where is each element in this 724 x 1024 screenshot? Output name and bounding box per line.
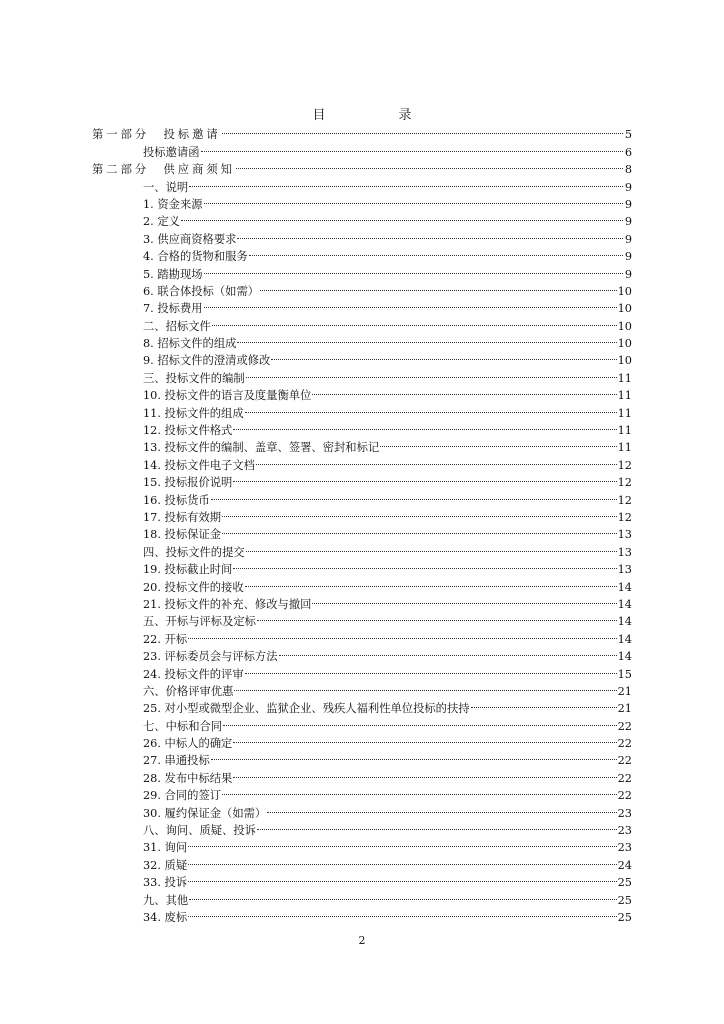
toc-entry-page: 10 — [617, 337, 632, 351]
toc-entry-label: 第一部分 投标邀请 — [92, 128, 221, 142]
toc-entry-page: 12 — [617, 476, 632, 490]
toc-entry-page: 6 — [624, 145, 632, 159]
toc-entry-label: 25. 对小型或微型企业、监狱企业、残疾人福利性单位投标的扶持 — [143, 702, 470, 716]
toc-entry-label: 投标邀请函 — [143, 145, 200, 159]
toc-entry-page: 12 — [617, 493, 632, 507]
dot-leader — [211, 486, 617, 503]
page-number: 2 — [358, 934, 366, 947]
toc-entry-label: 23. 评标委员会与评标方法 — [143, 650, 278, 664]
toc-entry-page: 10 — [617, 319, 632, 333]
toc-entry-page: 11 — [617, 406, 632, 420]
toc-entry-label: 三、投标文件的编制 — [143, 371, 245, 385]
toc-entry-label: 33. 投诉 — [143, 876, 188, 890]
dot-leader — [237, 225, 623, 242]
toc-entry-label: 5. 踏勘现场 — [143, 267, 203, 281]
toc-entry-page: 13 — [617, 528, 632, 542]
toc-entry-page: 14 — [617, 615, 632, 629]
toc-entry-label: 五、开标与评标及定标 — [143, 615, 256, 629]
toc-entry-page: 9 — [624, 215, 632, 229]
toc-entry-label: 29. 合同的签订 — [143, 789, 222, 803]
dot-leader — [260, 278, 617, 295]
toc-entry-page: 11 — [617, 424, 632, 438]
toc-entry-page: 25 — [617, 910, 632, 924]
dot-leader — [233, 764, 616, 781]
dot-leader — [312, 591, 616, 608]
dot-leader — [223, 712, 617, 729]
toc-entry-page: 9 — [624, 180, 632, 194]
toc-entry-label: 6. 联合体投标（如需） — [143, 284, 260, 298]
toc-entry-page: 11 — [617, 389, 632, 403]
dot-leader — [233, 417, 616, 434]
toc-entry-label: 七、中标和合同 — [143, 719, 223, 733]
dot-leader — [245, 660, 617, 677]
toc-entry-label: 18. 投标保证金 — [143, 528, 222, 542]
table-of-contents — [92, 121, 632, 924]
dot-leader — [188, 869, 616, 886]
dot-leader — [212, 312, 617, 329]
dot-leader — [188, 625, 616, 642]
toc-entry-label: 20. 投标文件的接收 — [143, 580, 244, 594]
toc-entry-page: 15 — [617, 667, 632, 681]
toc-entry-page: 9 — [624, 197, 632, 211]
dot-leader — [256, 451, 617, 468]
dot-leader — [234, 678, 616, 695]
toc-entry-label: 19. 投标截止时间 — [143, 563, 233, 577]
dot-leader — [237, 330, 616, 347]
toc-entry-page: 21 — [617, 684, 632, 698]
dot-leader — [246, 364, 617, 381]
dot-leader — [279, 643, 617, 660]
toc-entry-label: 32. 质疑 — [143, 858, 188, 872]
dot-leader — [188, 834, 616, 851]
dot-leader — [222, 782, 617, 799]
dot-leader — [312, 382, 616, 399]
toc-entry-page: 23 — [617, 824, 632, 838]
toc-entry-page: 22 — [617, 789, 632, 803]
toc-entry-label: 16. 投标货币 — [143, 493, 210, 507]
dot-leader — [204, 295, 617, 312]
toc-entry-page: 11 — [617, 371, 632, 385]
toc-entry-page: 11 — [617, 441, 632, 455]
dot-leader — [188, 851, 616, 868]
dot-leader — [222, 504, 617, 521]
toc-entry-label: 六、价格评审优惠 — [143, 684, 234, 698]
toc-entry-page: 22 — [617, 754, 632, 768]
toc-entry-page: 25 — [617, 893, 632, 907]
toc-entry-label: 21. 投标文件的补充、修改与撤回 — [143, 597, 312, 611]
toc-entry-page: 23 — [617, 806, 632, 820]
toc-entry-page: 13 — [617, 545, 632, 559]
toc-entry-label: 14. 投标文件电子文档 — [143, 458, 255, 472]
toc-entry-page: 14 — [617, 597, 632, 611]
toc-entry-label: 15. 投标报价说明 — [143, 476, 233, 490]
dot-leader — [271, 347, 616, 364]
toc-entry-page: 12 — [617, 458, 632, 472]
toc-entry-page: 22 — [617, 737, 632, 751]
toc-entry-label: 24. 投标文件的评审 — [143, 667, 244, 681]
toc-entry-label: 10. 投标文件的语言及度量衡单位 — [143, 389, 312, 403]
toc-entry-label: 1. 资金来源 — [143, 197, 203, 211]
dot-leader — [222, 121, 623, 138]
toc-entry-page: 5 — [624, 128, 632, 142]
toc-entry-page: 24 — [617, 858, 632, 872]
toc-entry-page: 10 — [617, 354, 632, 368]
toc-entry-label: 八、询问、质疑、投诉 — [143, 824, 256, 838]
toc-entry-label: 31. 询问 — [143, 841, 188, 855]
dot-leader — [233, 469, 616, 486]
dot-leader — [181, 208, 623, 225]
dot-leader — [211, 747, 617, 764]
dot-leader — [471, 695, 617, 712]
toc-entry-label: 13. 投标文件的编制、盖章、签署、密封和标记 — [143, 441, 380, 455]
toc-entry-page: 9 — [624, 250, 632, 264]
toc-entry-page: 13 — [617, 563, 632, 577]
toc-entry-page: 10 — [617, 284, 632, 298]
toc-entry-label: 二、招标文件 — [143, 319, 211, 333]
dot-leader — [245, 399, 617, 416]
toc-entry-label: 九、其他 — [143, 893, 189, 907]
toc-entry-label: 一、说明 — [143, 180, 189, 194]
toc-entry-page: 21 — [617, 702, 632, 716]
dot-leader — [246, 538, 617, 555]
toc-entry-page: 9 — [624, 267, 632, 281]
toc-entry-page: 22 — [617, 771, 632, 785]
toc-entry-page: 8 — [624, 163, 632, 177]
dot-leader — [204, 260, 623, 277]
toc-entry-page: 14 — [617, 580, 632, 594]
toc-entry-label: 28. 发布中标结果 — [143, 771, 233, 785]
dot-leader — [189, 886, 616, 903]
dot-leader — [245, 573, 617, 590]
dot-leader — [201, 138, 624, 155]
dot-leader — [249, 243, 623, 260]
dot-leader — [204, 191, 623, 208]
toc-entry-label: 12. 投标文件格式 — [143, 424, 233, 438]
toc-entry-page: 25 — [617, 876, 632, 890]
dot-leader — [222, 521, 617, 538]
toc-entry-label: 8. 招标文件的组成 — [143, 337, 237, 351]
toc-entry-page: 22 — [617, 719, 632, 733]
dot-leader — [267, 799, 616, 816]
dot-leader — [257, 608, 617, 625]
dot-leader — [233, 556, 616, 573]
toc-entry-label: 30. 履约保证金（如需） — [143, 806, 267, 820]
toc-entry-label: 17. 投标有效期 — [143, 510, 222, 524]
dot-leader — [233, 730, 616, 747]
dot-leader — [188, 904, 616, 921]
toc-entry-page: 14 — [617, 650, 632, 664]
dot-leader — [380, 434, 616, 451]
toc-entry-label: 4. 合格的货物和服务 — [143, 250, 248, 264]
dot-leader — [189, 173, 623, 190]
dot-leader — [236, 156, 623, 173]
dot-leader — [257, 817, 617, 834]
toc-entry-page: 9 — [624, 232, 632, 246]
toc-entry-label: 2. 定义 — [143, 215, 180, 229]
toc-entry-page: 23 — [617, 841, 632, 855]
toc-entry-page: 10 — [617, 302, 632, 316]
toc-entry-label: 3. 供应商资格要求 — [143, 232, 237, 246]
toc-entry-label: 22. 开标 — [143, 632, 188, 646]
toc-entry[interactable] — [92, 121, 632, 142]
toc-entry-label: 26. 中标人的确定 — [143, 737, 233, 751]
toc-entry-label: 27. 串通投标 — [143, 754, 210, 768]
toc-entry-label: 第二部分 供应商须知 — [92, 163, 235, 177]
toc-entry-page: 12 — [617, 510, 632, 524]
toc-entry-label: 34. 废标 — [143, 910, 188, 924]
toc-title: 目 录 — [312, 108, 442, 123]
toc-entry-label: 9. 招标文件的澄清或修改 — [143, 354, 271, 368]
toc-entry-page: 14 — [617, 632, 632, 646]
toc-entry-label: 四、投标文件的提交 — [143, 545, 245, 559]
toc-entry-label: 11. 投标文件的组成 — [143, 406, 244, 420]
toc-entry-label: 7. 投标费用 — [143, 302, 203, 316]
